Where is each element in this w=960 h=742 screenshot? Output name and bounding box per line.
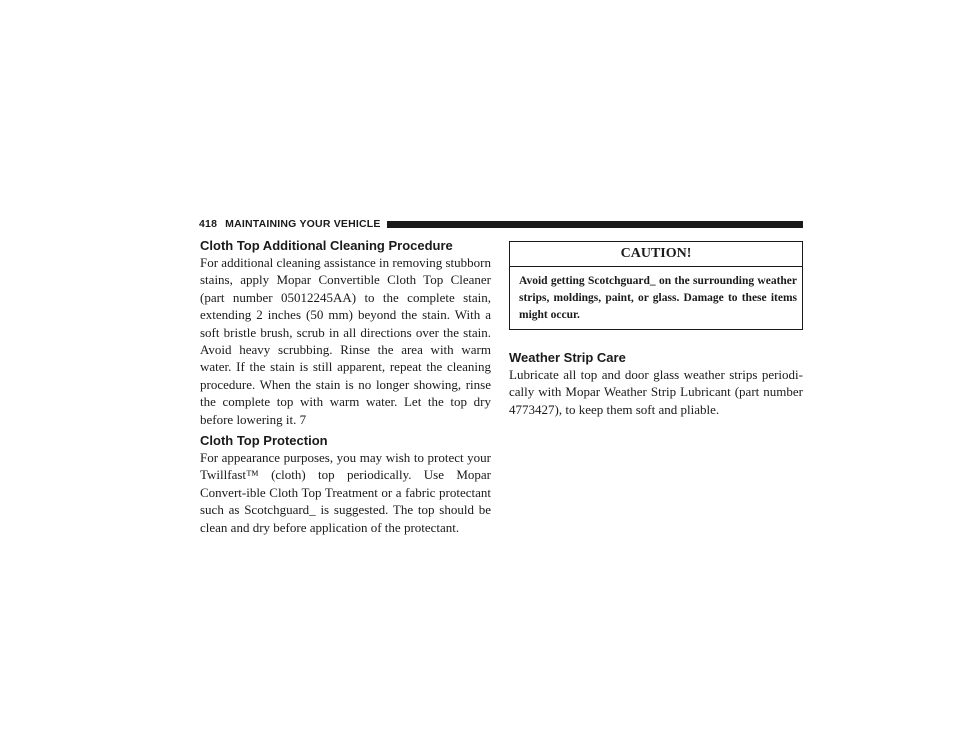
heading-cloth-top-cleaning: Cloth Top Additional Cleaning Procedure	[200, 238, 453, 253]
caution-box	[509, 241, 803, 330]
heading-weather-strip-care: Weather Strip Care	[509, 350, 626, 365]
paragraph-cloth-top-protection: For appearance purposes, you may wish to protect your Twillfast™ (cloth) top periodically. Use Mopar Convert-ible Cloth Top Treatment or a fabric protectant such as Scotchguard_ is suggested. The top should be clean and dry before application of the protectant.	[200, 450, 491, 535]
caution-title: CAUTION!	[510, 242, 802, 267]
paragraph-cloth-top-cleaning: For additional cleaning assistance in removing stubborn stains, apply Mopar Convertible Cloth Top Cleaner (part number 05012245AA) to the complete stain, extending 2 inches (50 mm) beyond the stain. With a soft bristle brush, scrub in all directions over the stain. Avoid heavy scrubbing. Rinse the area with warm water. If the stain is still apparent, repeat the cleaning procedure. When the stain is no longer showing, rinse the complete top with warm water. Let the top dry before lowering it. 7	[200, 255, 491, 427]
left-column	[200, 238, 491, 536]
paragraph-weather-strip-care: Lubricate all top and door glass weather strips periodi-cally with Mopar Weather Strip Lubricant (part number 4773427), to keep them soft and pliable.	[509, 367, 803, 417]
page-header	[199, 217, 803, 231]
page-number: 418	[199, 218, 218, 230]
weather-strip-section	[509, 350, 803, 418]
section-title: MAINTAINING YOUR VEHICLE	[225, 218, 381, 230]
heading-cloth-top-protection: Cloth Top Protection	[200, 433, 328, 449]
caution-text: Avoid getting Scotchguard_ on the surrounding weather strips, moldings, paint, or glass. Damage to these items might occur.	[519, 275, 797, 321]
header-rule	[387, 221, 803, 228]
right-column	[509, 241, 803, 418]
